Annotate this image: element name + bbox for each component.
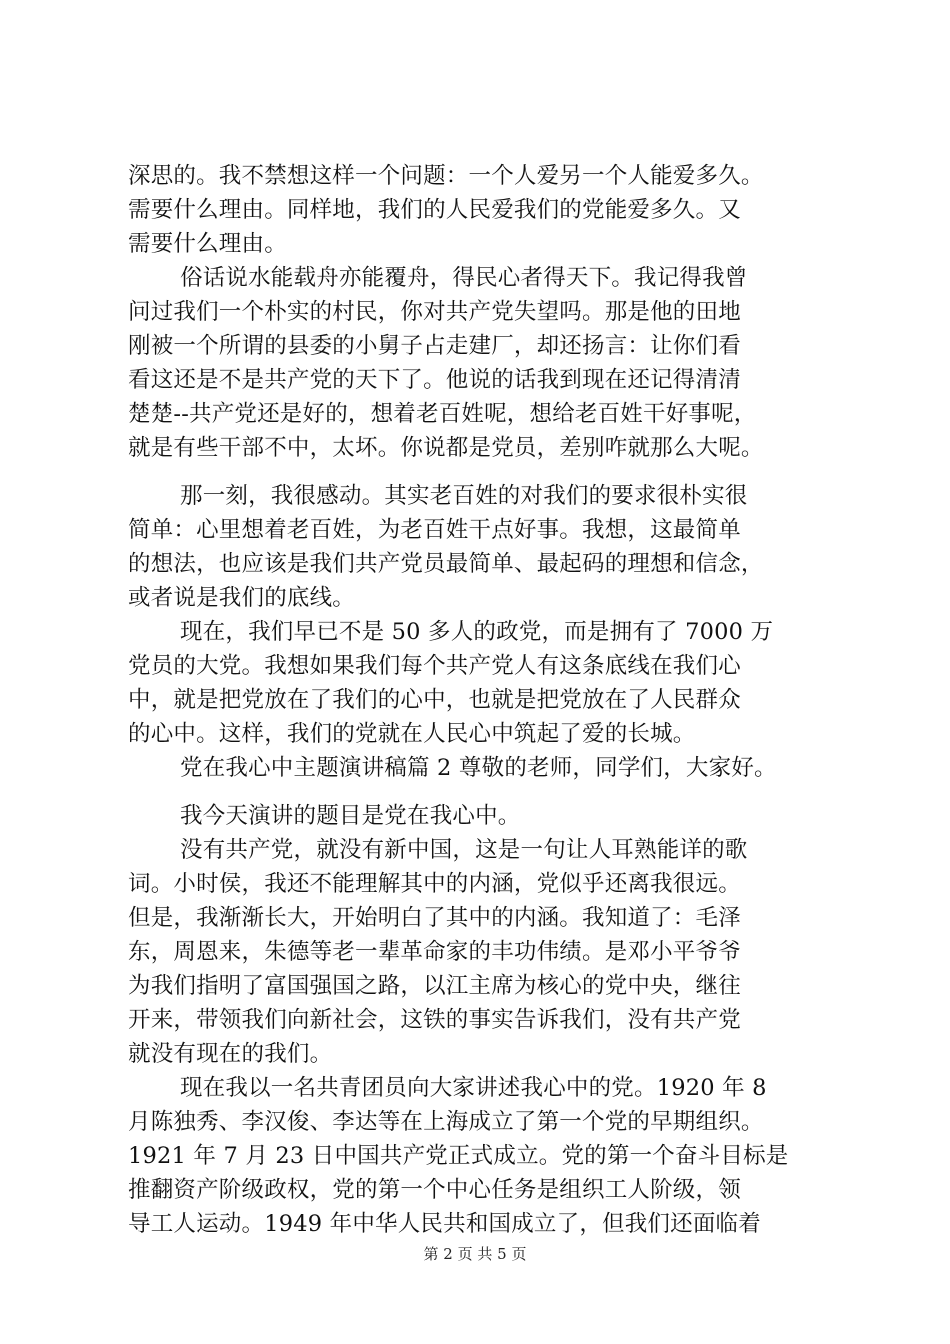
text-line: 党员的大党。我想如果我们每个共产党人有这条底线在我们心 <box>128 653 741 679</box>
text-line: 开来，带领我们向新社会，这铁的事实告诉我们，没有共产党 <box>128 1007 741 1033</box>
text-line: 需要什么理由。 <box>128 231 287 257</box>
text-line: 深思的。我不禁想这样一个问题：一个人爱另一个人能爱多久。 <box>128 163 764 189</box>
text-line: 词。小时侯，我还不能理解其中的内涵，党似乎还离我很远。 <box>128 871 741 897</box>
text-line: 现在我以一名共青团员向大家讲述我心中的党。1920 年 8 <box>180 1075 767 1101</box>
text-line: 推翻资产阶级政权，党的第一个中心任务是组织工人阶级，领 <box>128 1177 741 1203</box>
text-line: 月陈独秀、李汉俊、李达等在上海成立了第一个党的早期组织。 <box>128 1109 764 1135</box>
text-line: 俗话说水能载舟亦能覆舟，得民心者得天下。我记得我曾 <box>180 265 748 291</box>
text-line: 那一刻，我很感动。其实老百姓的对我们的要求很朴实很 <box>180 483 748 509</box>
text-line: 导工人运动。1949 年中华人民共和国成立了，但我们还面临着 <box>128 1211 761 1237</box>
text-line: 东，周恩来，朱德等老一辈革命家的丰功伟绩。是邓小平爷爷 <box>128 939 741 965</box>
text-line: 刚被一个所谓的县委的小舅子占走建厂，却还扬言：让你们看 <box>128 333 741 359</box>
text-line: 看这还是不是共产党的天下了。他说的话我到现在还记得清清 <box>128 367 741 393</box>
text-line: 但是，我渐渐长大，开始明白了其中的内涵。我知道了：毛泽 <box>128 905 741 931</box>
text-line: 中，就是把党放在了我们的心中，也就是把党放在了人民群众 <box>128 687 741 713</box>
text-line: 党在我心中主题演讲稿篇 2 尊敬的老师，同学们，大家好。 <box>180 755 777 781</box>
text-line: 需要什么理由。同样地，我们的人民爱我们的党能爱多久。又 <box>128 197 741 223</box>
text-line: 或者说是我们的底线。 <box>128 585 356 611</box>
text-line: 就是有些干部不中，太坏。你说都是党员，差别咋就那么大呢。 <box>128 435 764 461</box>
text-line: 我今天演讲的题目是党在我心中。 <box>180 803 521 829</box>
text-line: 楚楚--共产党还是好的，想着老百姓呢，想给老百姓干好事呢， <box>128 401 757 427</box>
text-line: 的想法，也应该是我们共产党员最简单、最起码的理想和信念， <box>128 551 764 577</box>
text-line: 就没有现在的我们。 <box>128 1041 333 1067</box>
text-line: 现在，我们早已不是 50 多人的政党，而是拥有了 7000 万 <box>180 619 774 645</box>
text-line: 1921 年 7 月 23 日中国共产党正式成立。党的第一个奋斗目标是 <box>128 1143 789 1169</box>
text-line: 简单：心里想着老百姓，为老百姓干点好事。我想，这最简单 <box>128 517 741 543</box>
text-line: 问过我们一个朴实的村民，你对共产党失望吗。那是他的田地 <box>128 299 741 325</box>
page-footer: 第 2 页 共 5 页 <box>423 1245 527 1263</box>
text-line: 没有共产党，就没有新中国，这是一句让人耳熟能详的歌 <box>180 837 748 863</box>
text-line: 为我们指明了富国强国之路，以江主席为核心的党中央，继往 <box>128 973 741 999</box>
text-line: 的心中。这样，我们的党就在人民心中筑起了爱的长城。 <box>128 721 696 747</box>
